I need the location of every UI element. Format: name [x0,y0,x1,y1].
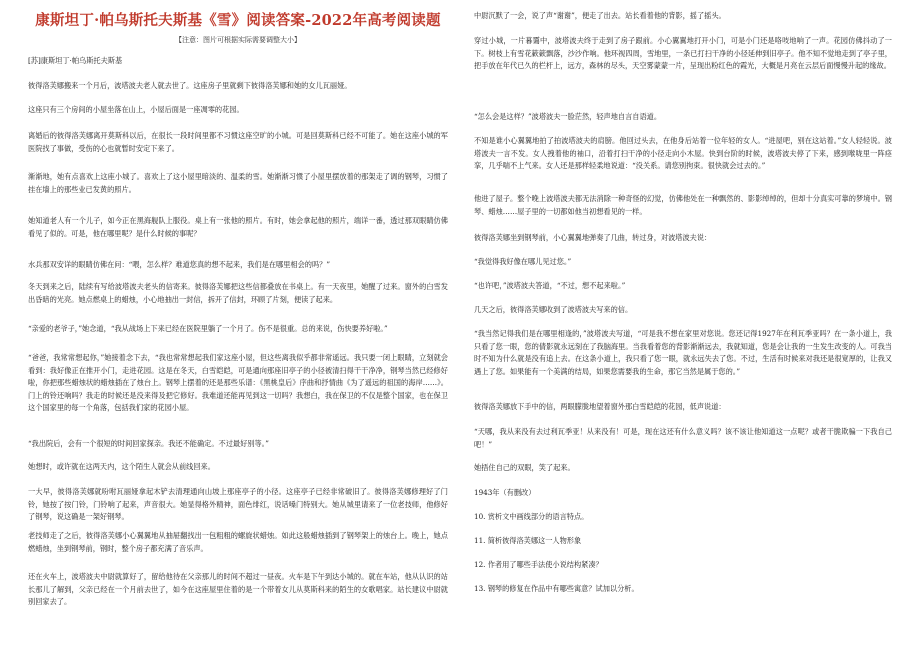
question-13: 13. 钢琴的修复在作品中有哪些寓意？试加以分析。 [474,584,639,593]
paragraph: 她知道老人有一个儿子，如今正在黑海舰队上服役。桌上有一张他的照片。有时，她会拿起他的照片，端详一番，透过那双眼睛仿佛看见了似的。可是，他在哪里呢？是什么时候的事呢？ [28,216,448,238]
image-note: 【注意：图片可根据实际需要调整大小】 [175,36,301,44]
paragraph: “怎么会是这样？”波塔波夫一脸茫然，轻声地自言自语道。 [474,112,662,121]
paragraph: “我出院后，会有一个很短的时间回家探亲。我还不能确定。不过最好别等。” [28,439,269,448]
paragraph: 穿过小城，一片暮霭中，波塔波夫终于走到了房子跟前。小心翼翼地打开小门，可是小门还是咯吱地响了一声。花园仿佛抖动了一下。树枝上有雪花簌簌飘落，沙沙作响。他环视四周，雪地里，一条已打扫干净的小径延伸到旧亭子。他不知不觉地走到了亭子里，把手放在年代已久的栏杆上，远方，森林的尽头，天空雾蒙蒙一片，呈现出粉红色的霞光，大概是月亮在云层后面慢慢升起的缘故。 [474,36,892,71]
paragraph: 冬天到来之后，陆续有写给波塔波夫老头的信寄来。彼得洛芙娜把这些信都叠放在书桌上。有一天夜里，她醒了过来。窗外的白雪发出昏暗的光亮。她点燃桌上的蜡烛，小心地抽出一封信，拆开了信封，环顾了片刻，便读了起来。 [28,282,448,304]
document-title: 康斯坦丁·帕乌斯托夫斯基《雪》阅读答案-2022年高考阅读题 [35,12,441,29]
question-11: 11. 简析彼得洛芙娜这一人物形象 [474,536,582,545]
paragraph: 她想时，或许就在这两天内，这个陌生人就会从前线回来。 [28,462,215,471]
paragraph: 一大早，彼得洛芙娜就吩咐瓦丽娅拿起木铲去清理通向山坡上那座亭子的小径。这座亭子已经非常破旧了。彼得洛芙娜修理好了门铃，她按了按门铃，门铃响了起来，声音很大。她显得格外精神，面色绯红，说话嗓门特别大。她从城里请来了一位老技师，他修好了钢琴，说这确是一架好钢琴。 [28,487,448,522]
paragraph: “也许吧，”波塔波夫答道，“不过，想不起来啦。” [474,281,626,290]
paragraph: “我当然记得我们是在哪里相逢的，”波塔波夫写道，“可是我不想在家里对您说。您还记得1927年在利瓦季亚吗？在一条小道上，我只看了您一眼，您的倩影就永远刻在了我脑海里。当我看着您的背影渐渐远去，我就知道，您是会让我的一生发生改变的人。可我当时不知为什么就是没有追上去。在这条小道上，我只看了您一眼，就永远失去了您。不过，生活有时候来对我还是很宽厚的，让我又遇上了您。如果能有一个美满的结局，如果您需要我的生命，那它当然是属于您的。” [474,329,892,376]
paragraph: 离婚后的彼得洛芙娜离开莫斯科以后，在很长一段时间里都不习惯这座空旷的小城。可是回莫斯科已经不可能了。她在这座小城的军医院找了事做，受伤的心也就暂时安定下来了。 [28,131,448,153]
paragraph: 这座只有三个房间的小屋坐落在山上，小屋后面是一座凋零的花园。 [28,105,244,114]
question-10: 10. 赏析文中画线部分的语言特点。 [474,512,589,521]
author-line: [苏]康斯坦丁·帕乌斯托夫斯基 [28,56,123,65]
paragraph: 不知是谁小心翼翼地拍了拍波塔波夫的肩膀。他回过头去，在他身后站着一位年轻的女人。“进屋吧，别在这站着。”女人轻轻说。波塔波夫一言不发。女人拽着他的袖口，沿着打扫干净的小径走向小木屋。快到台阶的时候，波塔波夫停了下来，感到喉咙里一阵痉挛，几乎喘不上气来。女人还是那样轻柔地说道：“没关系。请您别拘束。很快就会过去的。” [474,136,892,171]
paragraph: 几天之后，彼得洛芙娜收到了波塔波夫写来的信。 [474,305,633,314]
paragraph: 彼得洛芙娜放下手中的信，两眼朦胧地望着窗外那白雪皑皑的花园，低声说道： [474,402,726,411]
paragraph: “亲爱的老爷子，”她念道，“我从战场上下来已经在医院里躺了一个月了。伤不是很重。总的来说，伤快要养好啦。” [28,324,388,333]
paragraph: 他进了屋子。整个晚上波塔波夫都无法消除一种奇怪的幻觉，仿佛他处在一种飘然的、影影绰绰的，但却十分真实可靠的梦境中。钢琴、蜡烛……屋子里的一切都如他当初想看见的一样。 [474,194,892,216]
paragraph: 彼得洛芙娜搬来一个月后，波塔波夫老人就去世了。这座房子里就剩下彼得洛芙娜和她的女儿瓦丽娅。 [28,81,352,90]
paragraph: “天哪，我从来没有去过利瓦季亚！从来没有！可是，现在这还有什么意义吗？该不该让他知道这一点呢？或者干脆欺骗一下我自己吧！” [474,427,892,449]
paragraph: 她捂住自己的双眼，笑了起来。 [474,463,575,472]
paragraph: 水兵那双安详的眼睛仿佛在问：“喂，怎么样？难道您真的想不起来，我们是在哪里相会的吗？” [28,260,331,269]
paragraph: “我觉得我好像在哪儿见过您。” [474,257,572,266]
paragraph: 中尉沉默了一会，说了声“谢谢”，便走了出去。站长看着他的背影，摇了摇头。 [474,11,726,20]
date-line: 1943年（有删改） [474,488,536,497]
paragraph: 渐渐地，她有点喜欢上这座小城了。喜欢上了这小屋里暗淡的、温柔的雪。她渐渐习惯了小屋里摆放着的那架走了调的钢琴，习惯了挂在墙上的那些业已发黄的照片。 [28,172,448,194]
question-12: 12. 作者用了哪些手法使小说结构紧凑？ [474,560,603,569]
paragraph: 老技师走了之后，彼得洛芙娜小心翼翼地从抽屉翻找出一包粗粗的螺旋状蜡烛。如此这般蜡烛插到了钢琴架上的烛台上。晚上，她点燃蜡烛，坐到钢琴前，钢时，整个房子都充满了音乐声。 [28,531,448,553]
paragraph: 还在火车上，波塔波夫中尉就算好了，留给他待在父亲那儿的时间不超过一昼夜。火车是下午到达小城的。就在车站，他从认识的站长那儿了解到，父亲已经在一个月前去世了，如今在这座屋里住着的是一个带着女儿从莫斯科来的陌生的女歌唱家。站长建议中尉就别回家去了。 [28,572,448,607]
paragraph: “爸爸，我常常想起你，”她接着念下去，“我也常常想起我们家这座小屋，但这些离我似乎都非常遥远。我只要一闭上眼睛，立刻就会看到：我好像正在推开小门，走进花园。这是在冬天，白雪皑皑，可是通向那座旧亭子的小径被清扫得干干净净，钢琴当然已经修好啦，你把那些蜡烛状的蜡烛插在了烛台上。钢琴上摆着的还是那些乐谱：《黑桃皇后》序曲和抒情曲《为了遥远的祖国的海岸……》。门上的铃还响吗？我走的时候还是没来得及把它修好。我难道还能再见到这一切吗？我想白，我在保卫的不仅是整个国家，也在保卫这个国家里的每一个角落，包括我们家的花园小屋。 [28,353,448,413]
paragraph: 彼得洛芙娜坐到钢琴前，小心翼翼地弹奏了几曲，转过身，对波塔波夫说： [474,233,712,242]
